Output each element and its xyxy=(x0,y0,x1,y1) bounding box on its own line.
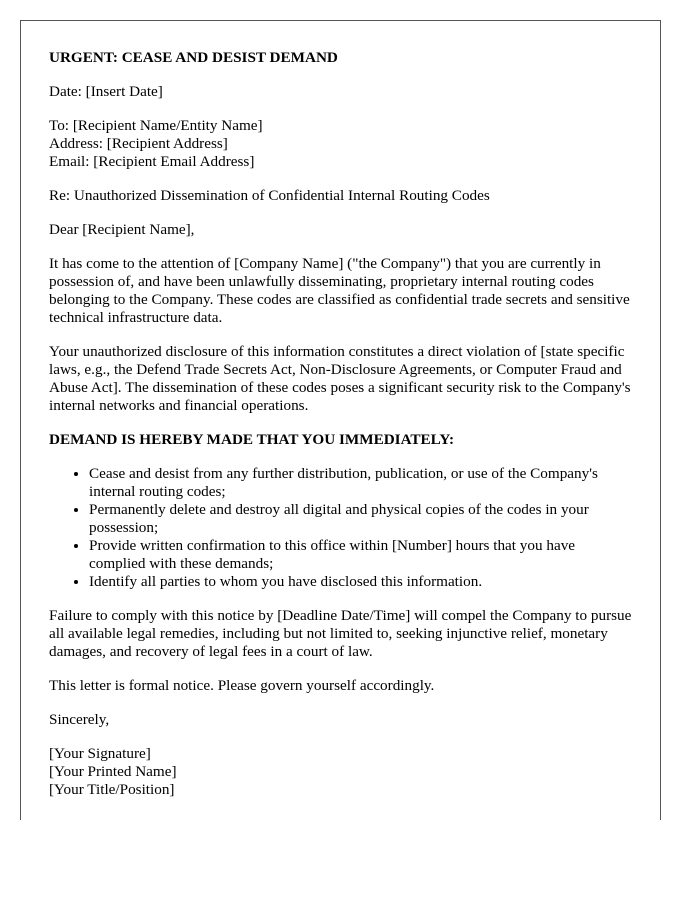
demand-item: • Identify all parties to whom you have disclosed this information. xyxy=(89,573,632,591)
signature: [Your Signature] xyxy=(49,745,151,762)
recipient-address: Address: [Recipient Address] xyxy=(49,135,228,152)
letter-title: URGENT: CEASE AND DESIST DEMAND xyxy=(49,49,338,66)
recipient-name: To: [Recipient Name/Entity Name] xyxy=(49,117,263,134)
signature-block xyxy=(49,745,632,799)
body-paragraph-1: It has come to the attention of [Company Name] ("the Company") that you are currently in possession of, and have been unlawfully disseminating, proprietary internal routing codes belonging to the Company. These codes are classified as confidential trade secrets and sensitive technical infrastructure data. xyxy=(49,255,630,326)
demand-heading: DEMAND IS HEREBY MADE THAT YOU IMMEDIATELY: xyxy=(49,431,455,448)
demand-list xyxy=(49,465,632,591)
subject-line: Re: Unauthorized Dissemination of Confidential Internal Routing Codes xyxy=(49,187,490,204)
demand-item: • Provide written confirmation to this office within [Number] hours that you have complied with these demands; xyxy=(89,537,632,573)
printed-name: [Your Printed Name] xyxy=(49,763,177,780)
letter-page xyxy=(20,20,661,820)
closing: Sincerely, xyxy=(49,711,110,728)
title-position: [Your Title/Position] xyxy=(49,781,175,798)
body-paragraph-2: Your unauthorized disclosure of this information constitutes a direct violation of [state specific laws, e.g., the Defend Trade Secrets Act, Non-Disclosure Agreements, or Computer Fraud and Abuse Act]. The dissemination of these codes poses a significant security risk to the Company's internal networks and financial operations. xyxy=(49,343,631,414)
salutation: Dear [Recipient Name], xyxy=(49,221,195,238)
body-paragraph-3: Failure to comply with this notice by [Deadline Date/Time] will compel the Company to pursue all available legal remedies, including but not limited to, seeking injunctive relief, monetary damages, and recovery of legal fees in a court of law. xyxy=(49,607,632,660)
letter-date: Date: [Insert Date] xyxy=(49,83,163,100)
body-paragraph-4: This letter is formal notice. Please govern yourself accordingly. xyxy=(49,677,435,694)
recipient-email: Email: [Recipient Email Address] xyxy=(49,153,255,170)
demand-item: • Permanently delete and destroy all digital and physical copies of the codes in your possession; xyxy=(89,501,632,537)
recipient-block xyxy=(49,117,632,171)
demand-item: • Cease and desist from any further distribution, publication, or use of the Company's internal routing codes; xyxy=(89,465,632,501)
